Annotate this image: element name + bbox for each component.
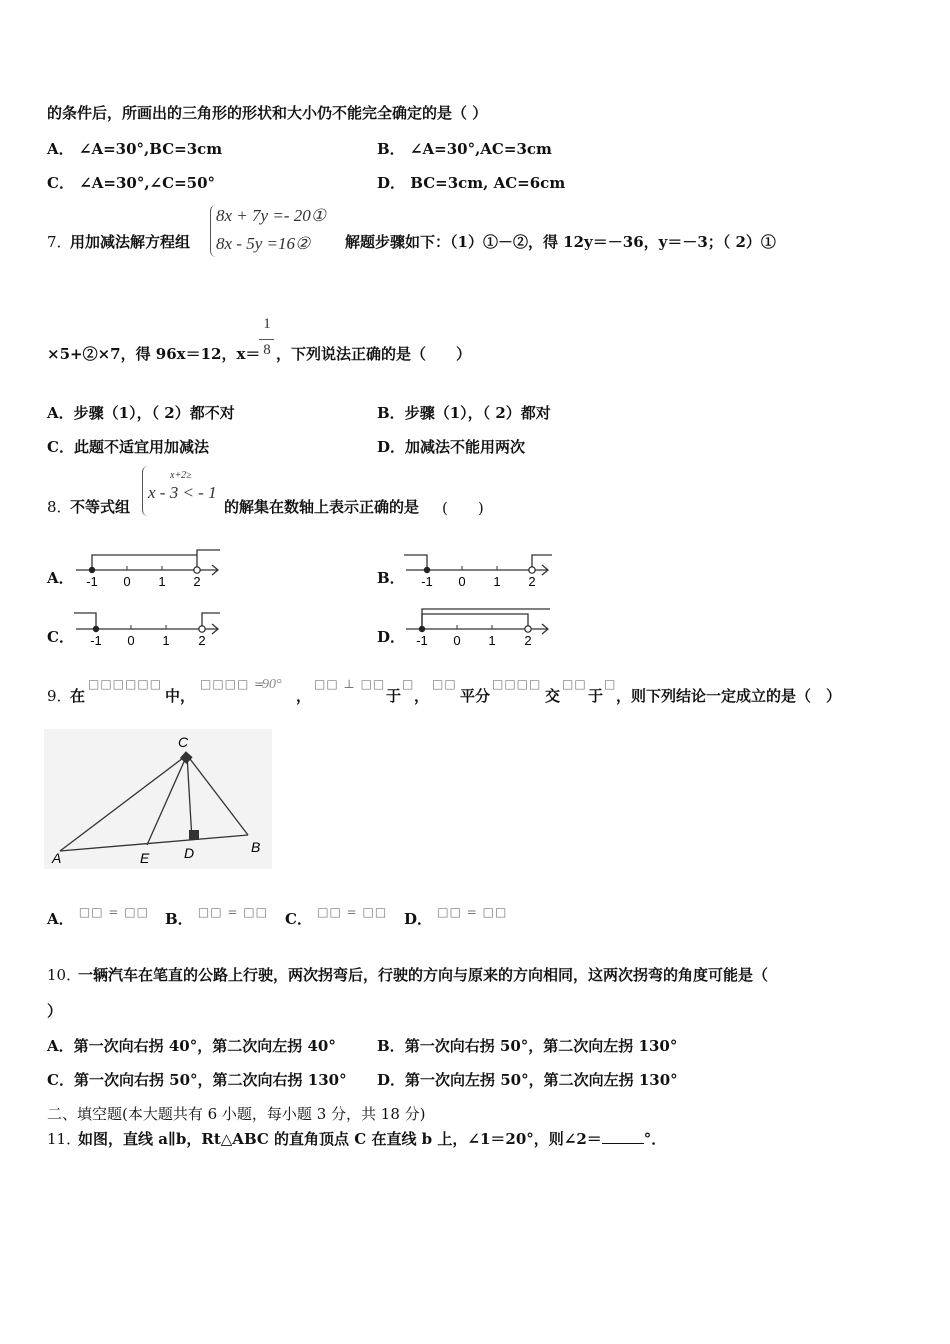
q8-b-tick-label: 2: [528, 574, 536, 589]
q6-option-b[interactable]: B． ∠A=30°,AC=3cm: [377, 140, 552, 158]
q10-stem-end: ）: [47, 1002, 63, 1020]
q8-c-tick-label: 1: [162, 633, 170, 648]
q9-number: 9．: [47, 687, 72, 705]
q9-stem-part: ，则下列结论一定成立的是（ ）: [616, 687, 842, 705]
q9-option-c[interactable]: C． □□ = □□: [285, 905, 388, 928]
q8-inequality-bottom: x - 3 < - 1: [148, 483, 217, 502]
q7-fraction-denominator: 8: [263, 342, 271, 358]
q7-equation-1: 8x + 7y =- 20①: [216, 206, 326, 225]
q8-number: 8．: [47, 498, 72, 516]
q8-a-tick-label: 2: [193, 574, 201, 589]
q10-option-c[interactable]: C．第一次向右拐 50°，第二次向右拐 130°: [47, 1071, 347, 1089]
q9-stem-part: 于: [588, 687, 604, 705]
q6-option-a[interactable]: A． ∠A=30°,BC=3cm: [47, 140, 223, 158]
q8-number-line-b[interactable]: [402, 546, 562, 590]
q9-math-placeholder: □□: [432, 677, 457, 691]
q10-number: 10．: [47, 966, 82, 984]
q9-stem-part: 平分: [460, 687, 491, 705]
q6-option-d[interactable]: D． BC=3cm, AC=6cm: [377, 174, 566, 192]
q9-math-placeholder: □□ ⊥ □□: [314, 677, 386, 691]
q9-math-placeholder: □□: [562, 677, 587, 691]
q8-option-c-label[interactable]: C．: [47, 628, 74, 646]
q9-option-d[interactable]: D． □□ = □□: [404, 905, 508, 928]
q8-inequality-top: x+2≥: [170, 470, 192, 481]
q10-option-b[interactable]: B．第一次向右拐 50°，第二次向左拐 130°: [377, 1037, 678, 1055]
q8-a-tick-label: 0: [123, 574, 131, 589]
q7-line2-prefix: ×5+②×7，得 96x＝12，x＝: [47, 345, 261, 363]
q9-stem-part: 在: [70, 687, 86, 705]
q7-option-c[interactable]: C．此题不适宜用加减法: [47, 438, 209, 456]
q9-stem-part: 交: [545, 687, 561, 705]
q9-math-placeholder: □□□□: [492, 677, 542, 691]
q8-c-tick-label: -1: [90, 633, 102, 648]
q9-math-placeholder: □: [402, 677, 415, 691]
q8-c-tick-label: 2: [198, 633, 206, 648]
q7-option-b[interactable]: B．步骤（1），（ 2）都对: [377, 404, 551, 422]
q11-answer-blank[interactable]: [602, 1129, 644, 1144]
q8-number-line-c[interactable]: [72, 605, 232, 649]
q11-stem: 如图，直线 a∥b，Rt△ABC 的直角顶点 C 在直线 b 上，∠1＝20°，则∠2＝ °．: [78, 1130, 667, 1148]
q9-vertex-label: E: [140, 850, 150, 866]
q9-option-b[interactable]: B． □□ = □□: [165, 905, 268, 928]
q10-stem: 一辆汽车在笔直的公路上行驶，两次拐弯后，行驶的方向与原来的方向相同，这两次拐弯的角度可能是（: [78, 966, 769, 984]
q7-fraction-bar: [259, 339, 274, 340]
q7-fraction-numerator: 1: [263, 316, 271, 332]
q8-d-tick-label: 1: [488, 633, 496, 648]
q8-number-line-d[interactable]: [402, 605, 562, 649]
q8-b-tick-label: -1: [421, 574, 433, 589]
q9-stem-part: ，: [414, 687, 430, 705]
q7-number: 7．: [47, 233, 72, 251]
q9-vertex-label: D: [184, 845, 195, 861]
q9-vertex-label: A: [52, 850, 62, 866]
q9-stem-part: 于: [386, 687, 402, 705]
q9-math-placeholder: □□□□ =: [200, 677, 266, 691]
q8-stem-suffix: 的解集在数轴上表示正确的是: [224, 498, 420, 516]
q8-a-tick-label: -1: [86, 574, 98, 589]
q7-option-d[interactable]: D．加减法不能用两次: [377, 438, 526, 456]
q10-option-d[interactable]: D．第一次向左拐 50°，第二次向左拐 130°: [377, 1071, 678, 1089]
q8-a-tick-label: 1: [158, 574, 166, 589]
q8-option-b-label[interactable]: B．: [377, 569, 405, 587]
q9-stem-part: 中，: [165, 687, 196, 705]
q9-math-placeholder: □□□□□□: [88, 677, 163, 691]
q8-stem-prefix: 不等式组: [70, 498, 131, 516]
q6-stem: 的条件后，所画出的三角形的形状和大小仍不能完全确定的是（ ）: [47, 104, 488, 122]
q8-b-tick-label: 0: [458, 574, 466, 589]
q7-stem-prefix: 用加减法解方程组: [70, 233, 191, 251]
q9-triangle-figure: [44, 729, 272, 869]
q7-option-a[interactable]: A．步骤（1），（ 2）都不对: [47, 404, 235, 422]
q9-math-placeholder: □: [604, 677, 617, 691]
q11-number: 11．: [47, 1130, 82, 1148]
q6-option-c[interactable]: C． ∠A=30°,∠C=50°: [47, 174, 216, 192]
q9-angle-value: 90°: [262, 677, 282, 692]
q9-vertex-label: C: [178, 734, 189, 750]
q8-answer-paren: ( ): [442, 499, 484, 517]
q9-stem-part: ，: [296, 687, 312, 705]
q8-b-tick-label: 1: [493, 574, 501, 589]
q7-equation-2: 8x - 5y =16②: [216, 234, 311, 253]
q7-steps: 解题步骤如下：（1）①－②，得 12y＝－36，y＝－3；（ 2）①: [345, 233, 776, 251]
q8-d-tick-label: 0: [453, 633, 461, 648]
q8-d-tick-label: -1: [416, 633, 428, 648]
q7-line2-suffix: ，下列说法正确的是（ ）: [276, 345, 472, 363]
q8-option-a-label[interactable]: A．: [47, 569, 74, 587]
q8-d-tick-label: 2: [524, 633, 532, 648]
q10-option-a[interactable]: A．第一次向右拐 40°，第二次向左拐 40°: [47, 1037, 336, 1055]
q9-vertex-label: B: [251, 839, 261, 855]
q8-c-tick-label: 0: [127, 633, 135, 648]
q8-option-d-label[interactable]: D．: [377, 628, 406, 646]
q8-number-line-a[interactable]: [72, 546, 232, 590]
section-2-title: 二、填空题(本大题共有 6 小题，每小题 3 分，共 18 分): [47, 1105, 426, 1123]
q9-option-a[interactable]: A． □□ = □□: [47, 905, 149, 928]
